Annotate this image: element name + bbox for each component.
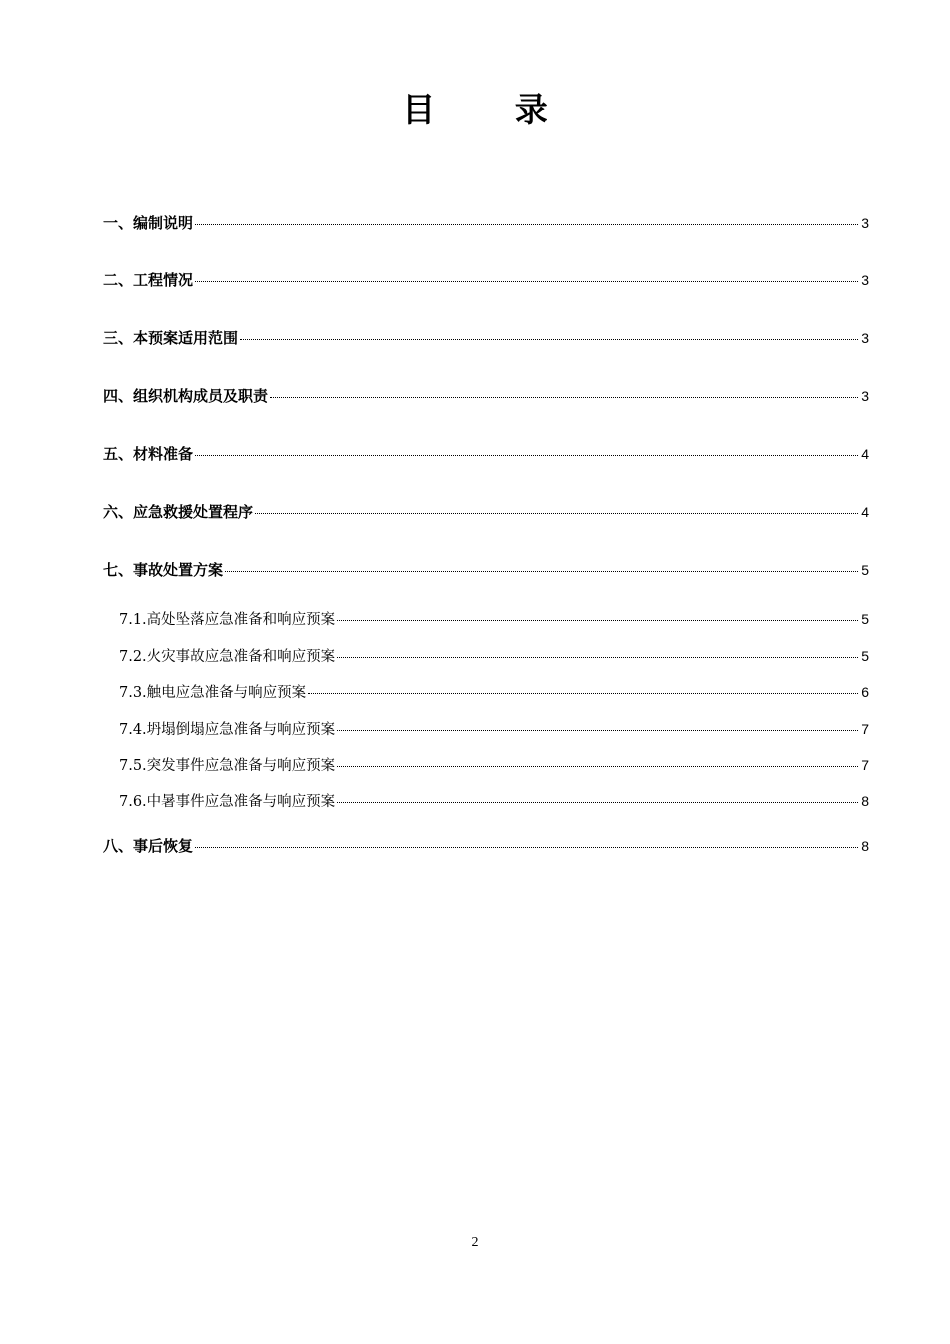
toc-entry-page: 8 bbox=[861, 838, 869, 854]
dot-leader bbox=[337, 765, 858, 767]
dot-leader bbox=[240, 338, 858, 340]
toc-entry-label: 7.5.突发事件应急准备与响应预案 bbox=[119, 758, 336, 774]
toc-entry-label: 7.3.触电应急准备与响应预案 bbox=[119, 685, 307, 701]
toc-entry-7-2[interactable] bbox=[119, 645, 869, 667]
toc-entry-7-4[interactable] bbox=[119, 718, 869, 740]
toc-entry-label: 7.1.高处坠落应急准备和响应预案 bbox=[119, 612, 336, 628]
toc-entry-label: 二、工程情况 bbox=[103, 271, 194, 289]
toc-entry-label: 一、编制说明 bbox=[103, 214, 194, 232]
dot-leader bbox=[195, 454, 858, 456]
dot-leader bbox=[337, 801, 858, 803]
toc-entry-label: 八、事后恢复 bbox=[103, 837, 194, 855]
dot-leader bbox=[255, 512, 858, 514]
toc-entry-page: 3 bbox=[861, 388, 869, 404]
toc-entry-1[interactable] bbox=[103, 212, 869, 234]
toc-entry-2[interactable] bbox=[103, 269, 869, 291]
toc-entry-label: 7.4.坍塌倒塌应急准备与响应预案 bbox=[119, 722, 336, 738]
toc-entry-page: 5 bbox=[861, 562, 869, 578]
toc-entry-7[interactable] bbox=[103, 559, 869, 581]
dot-leader bbox=[337, 619, 858, 621]
dot-leader bbox=[195, 280, 858, 282]
toc-entry-page: 4 bbox=[861, 504, 869, 520]
toc-entry-7-3[interactable] bbox=[119, 681, 869, 703]
toc-entry-7-1[interactable] bbox=[119, 608, 869, 630]
toc-entry-3[interactable] bbox=[103, 327, 869, 349]
toc-entry-page: 5 bbox=[861, 648, 869, 664]
dot-leader bbox=[337, 729, 858, 731]
dot-leader bbox=[270, 396, 858, 398]
toc-entry-page: 8 bbox=[861, 793, 869, 809]
toc-entry-page: 3 bbox=[861, 272, 869, 288]
toc-entry-4[interactable] bbox=[103, 385, 869, 407]
toc-entry-page: 4 bbox=[861, 446, 869, 462]
toc-entry-page: 3 bbox=[861, 330, 869, 346]
toc-entry-5[interactable] bbox=[103, 443, 869, 465]
dot-leader bbox=[308, 692, 858, 694]
toc-entry-page: 5 bbox=[861, 611, 869, 627]
toc-entry-8[interactable] bbox=[103, 835, 869, 857]
toc-entry-label: 三、本预案适用范围 bbox=[103, 329, 239, 347]
toc-entry-7-6[interactable] bbox=[119, 790, 869, 812]
page-title: 目 录 bbox=[402, 90, 582, 129]
dot-leader bbox=[337, 656, 858, 658]
toc-entry-page: 7 bbox=[861, 721, 869, 737]
toc-entry-label: 七、事故处置方案 bbox=[103, 561, 224, 579]
toc-entry-6[interactable] bbox=[103, 501, 869, 523]
toc-entry-page: 6 bbox=[861, 684, 869, 700]
page-number: 2 bbox=[471, 1235, 479, 1250]
toc-entry-page: 3 bbox=[861, 215, 869, 231]
dot-leader bbox=[225, 570, 858, 572]
toc-entry-label: 六、应急救援处置程序 bbox=[103, 503, 254, 521]
toc-entry-label: 7.6.中暑事件应急准备与响应预案 bbox=[119, 794, 336, 810]
toc-entry-label: 7.2.火灾事故应急准备和响应预案 bbox=[119, 649, 336, 665]
toc-entry-label: 五、材料准备 bbox=[103, 445, 194, 463]
toc-entry-7-5[interactable] bbox=[119, 754, 869, 776]
toc-entry-label: 四、组织机构成员及职责 bbox=[103, 387, 269, 405]
dot-leader bbox=[195, 223, 858, 225]
toc-entry-page: 7 bbox=[861, 757, 869, 773]
dot-leader bbox=[195, 846, 858, 848]
